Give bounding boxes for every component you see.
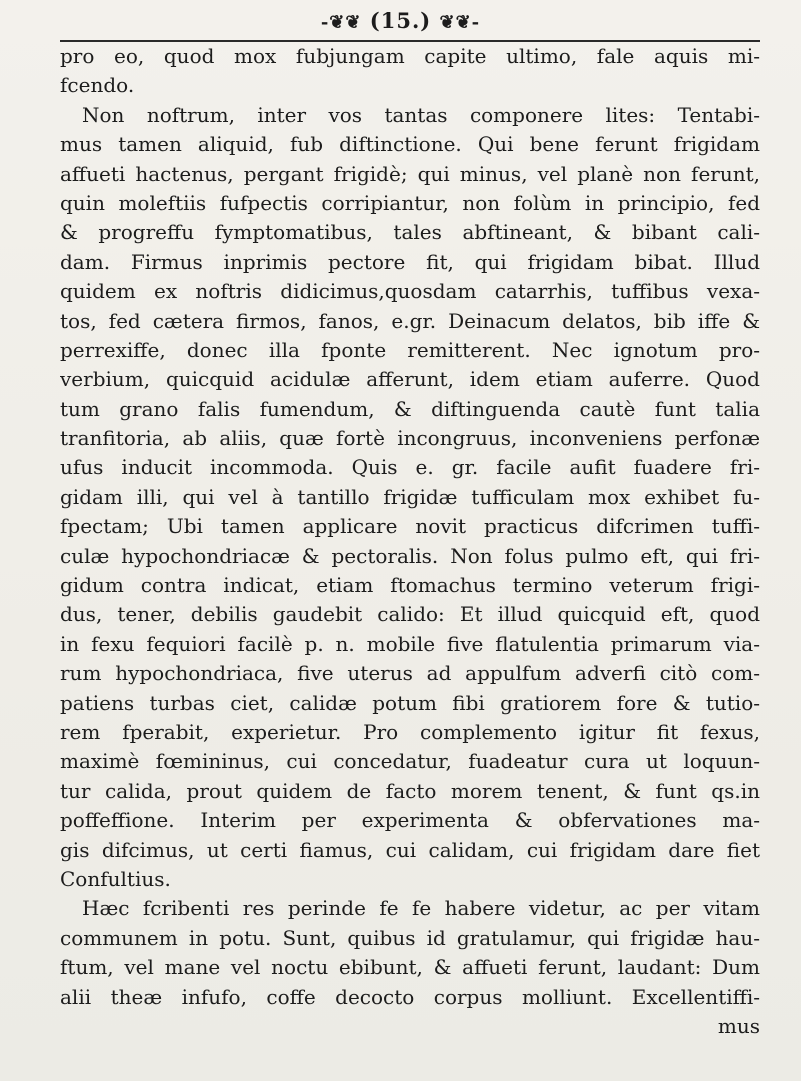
text-line: tos, fed cætera firmos, fanos, e.gr. Deinacum delatos, bib iffe & bbox=[60, 308, 760, 333]
text-line: gidam illi, qui vel à tantillo frigidæ tufficulam mox exhibet fu- bbox=[60, 484, 760, 509]
text-line: poffeffione. Interim per experimenta & obfervationes ma- bbox=[60, 808, 760, 833]
text-line: Confultius. bbox=[60, 866, 171, 891]
text-line: affueti hactenus, pergant frigidè; qui minus, vel planè non ferunt, bbox=[60, 161, 760, 186]
text-line: mus tamen aliquid, fub diftinctione. Qui bene ferunt frigidam bbox=[60, 132, 760, 157]
text-line: fpectam; Ubi tamen applicare novit practicus difcrimen tuffi- bbox=[60, 514, 760, 539]
text-line: quidem ex noftris didicimus,quosdam catarrhis, tuffibus vexa- bbox=[60, 279, 760, 304]
text-line: fcendo. bbox=[60, 73, 135, 98]
catchword: mus bbox=[717, 1013, 760, 1038]
text-line: tum grano falis fumendum, & diftinguenda cautè funt talia bbox=[60, 396, 760, 421]
text-line: maximè fœmininus, cui concedatur, fuadeatur cura ut loquun- bbox=[60, 749, 760, 774]
header-ornament-left: -❦❦ bbox=[320, 12, 362, 33]
text-line: tranfitoria, ab aliis, quæ fortè incongruus, inconveniens perfonæ bbox=[60, 426, 760, 451]
text-line: rum hypochondriaca, five uterus ad appulfum adverfi citò com- bbox=[60, 661, 760, 686]
text-line: verbium, quicquid acidulæ afferunt, idem etiam auferre. Quod bbox=[60, 367, 760, 392]
text-line: patiens turbas ciet, calidæ potum fibi gratiorem fore & tutio- bbox=[60, 690, 760, 715]
text-line: gidum contra indicat, etiam ftomachus termino veterum frigi- bbox=[60, 573, 760, 598]
text-line: in fexu fequiori facilè p. n. mobile five flatulentia primarum via- bbox=[60, 631, 760, 656]
text-line: perrexiffe, donec illa fponte remitterent. Nec ignotum pro- bbox=[60, 337, 760, 362]
text-line: & progreffu fymptomatibus, tales abftineant, & bibant cali- bbox=[60, 220, 760, 245]
text-line: tur calida, prout quidem de facto morem tenent, & funt qs.in bbox=[60, 778, 760, 803]
text-line: rem fperabit, experietur. Pro complemento igitur fit fexus, bbox=[60, 719, 760, 744]
text-line: Hæc fcribenti res perinde fe fe habere videtur, ac per vitam bbox=[82, 896, 760, 921]
text-line: alii theæ infufo, coffe decocto corpus molliunt. Excellentiffi- bbox=[60, 984, 760, 1009]
page-number: (15.) bbox=[369, 8, 432, 33]
running-header bbox=[0, 8, 801, 33]
text-line: ufus inducit incommoda. Quis e. gr. facile aufit fuadere fri- bbox=[60, 455, 760, 480]
text-line: dus, tener, debilis gaudebit calido: Et illud quicquid eft, quod bbox=[60, 602, 760, 627]
text-line: gis difcimus, ut certi fiamus, cui calidam, cui frigidam dare fiet bbox=[60, 837, 760, 862]
text-line: quin moleftiis fufpectis corripiantur, non folùm in principio, fed bbox=[60, 190, 760, 215]
text-line: dam. Firmus inprimis pectore fit, qui frigidam bibat. Illud bbox=[60, 249, 760, 274]
body-text bbox=[60, 42, 760, 1041]
text-line: pro eo, quod mox fubjungam capite ultimo, fale aquis mi- bbox=[60, 44, 760, 68]
text-line: ftum, vel mane vel noctu ebibunt, & affueti ferunt, laudant: Dum bbox=[60, 955, 760, 980]
header-ornament-right: ❦❦- bbox=[439, 12, 481, 33]
text-line: Non noftrum, inter vos tantas componere lites: Tentabi- bbox=[82, 102, 760, 127]
text-line: communem in potu. Sunt, quibus id gratulamur, qui frigidæ hau- bbox=[60, 925, 760, 950]
text-line: culæ hypochondriacæ & pectoralis. Non folus pulmo eft, qui fri- bbox=[60, 543, 760, 568]
